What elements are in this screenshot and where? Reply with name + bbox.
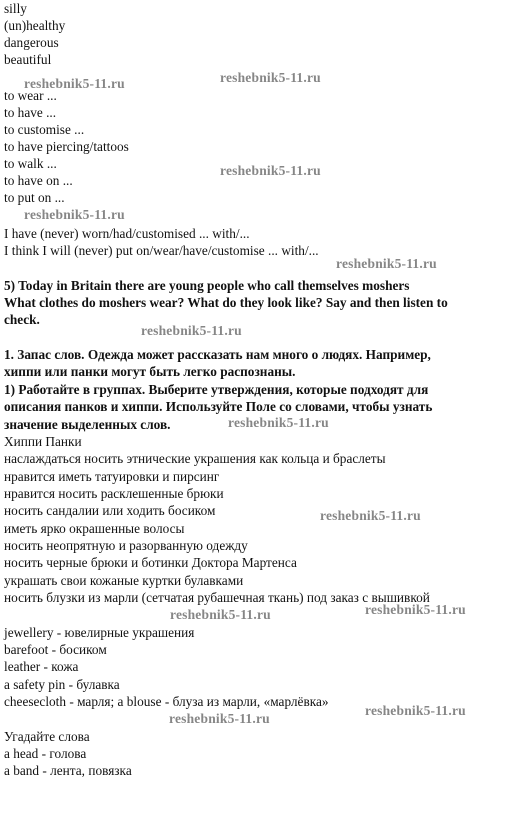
text-line: silly	[4, 1, 27, 16]
text-line: I have (never) worn/had/customised ... with/...	[4, 226, 250, 241]
watermark: reshebnik5-11.ru	[220, 70, 321, 85]
watermark: reshebnik5-11.ru	[365, 602, 466, 617]
watermark: reshebnik5-11.ru	[24, 76, 125, 91]
exercise-heading: check.	[4, 312, 40, 327]
text-line: to walk ...	[4, 156, 57, 171]
text-line: носить черные брюки и ботинки Доктора Мартенса	[4, 555, 297, 570]
section-heading: 1) Работайте в группах. Выберите утверждения, которые подходят для	[4, 382, 429, 397]
watermark: reshebnik5-11.ru	[228, 415, 329, 430]
watermark: reshebnik5-11.ru	[170, 607, 271, 622]
text-line: dangerous	[4, 35, 59, 50]
text-line: наслаждаться носить этнические украшения как кольца и браслеты	[4, 451, 386, 466]
text-line: носить блузки из марли (сетчатая рубашечная ткань) под заказ с вышивкой	[4, 590, 430, 605]
section-heading: 1. Запас слов. Одежда может рассказать нам много о людях. Например,	[4, 347, 431, 362]
watermark: reshebnik5-11.ru	[169, 711, 270, 726]
exercise-heading: What clothes do moshers wear? What do they look like? Say and then listen to	[4, 295, 448, 310]
text-line: to have ...	[4, 105, 57, 120]
text-line: носить неопрятную и разорванную одежду	[4, 538, 248, 553]
vocab-line: a head - голова	[4, 746, 87, 761]
text-line: to wear ...	[4, 88, 57, 103]
text-line: Угадайте слова	[4, 729, 90, 744]
vocab-line: barefoot - босиком	[4, 642, 107, 657]
exercise-heading: 5) Today in Britain there are young people who call themselves moshers	[4, 278, 410, 293]
vocab-line: a band - лента, повязка	[4, 763, 132, 778]
vocab-line: jewellery - ювелирные украшения	[4, 625, 195, 640]
section-heading: значение выделенных слов.	[4, 417, 171, 432]
text-line: (un)healthy	[4, 18, 66, 33]
text-line: нравится иметь татуировки и пирсинг	[4, 469, 220, 484]
watermark: reshebnik5-11.ru	[24, 207, 125, 222]
text-line: носить сандалии или ходить босиком	[4, 503, 216, 518]
watermark: reshebnik5-11.ru	[336, 256, 437, 271]
text-line: beautiful	[4, 52, 52, 67]
vocab-line: leather - кожа	[4, 659, 79, 674]
text-line: украшать свои кожаные куртки булавками	[4, 573, 244, 588]
text-line: to put on ...	[4, 190, 65, 205]
section-heading: хиппи или панки могут быть легко распознаны.	[4, 364, 296, 379]
text-line: Хиппи Панки	[4, 434, 82, 449]
text-line: нравится носить расклешенные брюки	[4, 486, 224, 501]
watermark: reshebnik5-11.ru	[320, 508, 421, 523]
vocab-line: a safety pin - булавка	[4, 677, 120, 692]
vocab-line: cheesecloth - марля; a blouse - блуза из марли, «марлёвка»	[4, 694, 329, 709]
text-line: иметь ярко окрашенные волосы	[4, 521, 185, 536]
text-line: to customise ...	[4, 122, 85, 137]
text-line: I think I will (never) put on/wear/have/customise ... with/...	[4, 243, 319, 258]
watermark: reshebnik5-11.ru	[220, 163, 321, 178]
text-line: to have piercing/tattoos	[4, 139, 129, 154]
text-line: to have on ...	[4, 173, 73, 188]
section-heading: описания панков и хиппи. Используйте Поле со словами, чтобы узнать	[4, 399, 433, 414]
watermark: reshebnik5-11.ru	[365, 703, 466, 718]
watermark: reshebnik5-11.ru	[141, 323, 242, 338]
